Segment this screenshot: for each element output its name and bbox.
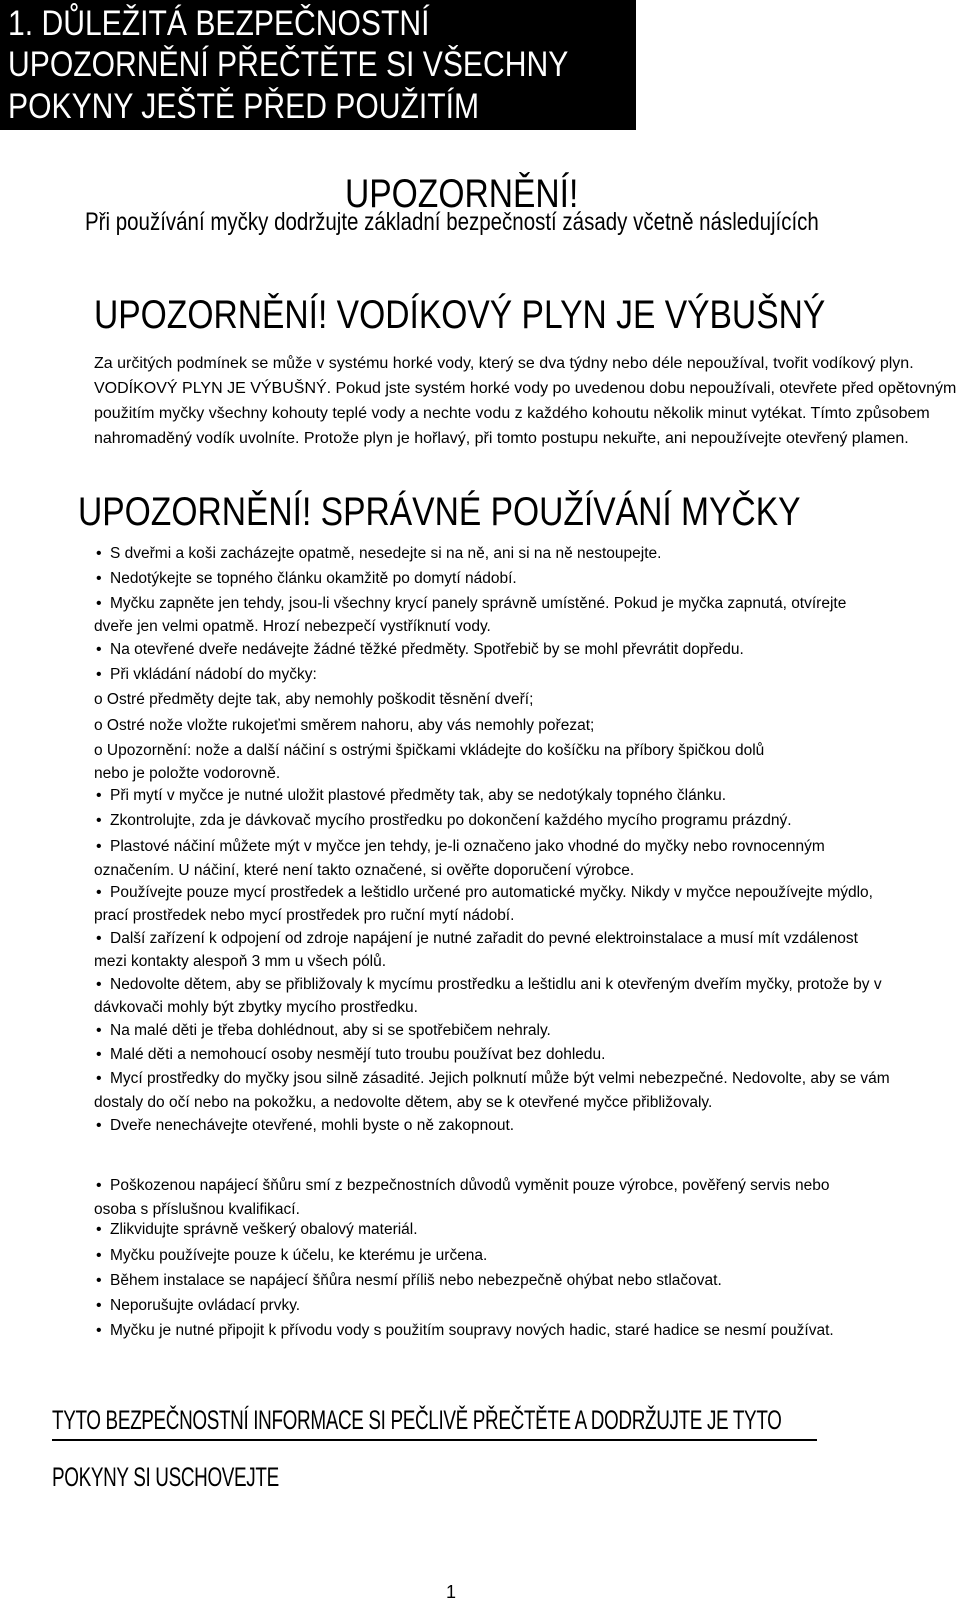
bullet-marker: • <box>96 1117 102 1134</box>
list-item: Myčku je nutné připojit k přívodu vody s použitím soupravy nových hadic, staré hadice se nesmí používat. <box>110 1322 834 1339</box>
sub-list-item: o Upozornění: nože a další náčiní s ostrými špičkami vkládejte do košíčku na příbory špičkou dolů <box>94 742 765 759</box>
section-title-line-3: POKYNY JEŠTĚ PŘED POUŽITÍM <box>8 87 480 126</box>
list-item: Mycí prostředky do myčky jsou silně zásadité. Jejich polknutí může být velmi nebezpečné. Nedovolte, aby se vám <box>110 1070 890 1087</box>
bullet-marker: • <box>96 1046 102 1063</box>
list-item-continuation: mezi kontakty alespoň 3 mm u všech pólů. <box>94 953 387 970</box>
list-item: Zkontrolujte, zda je dávkovač mycího prostředku po dokončení každého mycího programu prázdný. <box>110 812 792 829</box>
footer-notice-line-1: TYTO BEZPEČNOSTNÍ INFORMACE SI PEČLIVĚ PŘEČTĚTE A DODRŽUJTE JE TYTO <box>52 1405 782 1435</box>
list-item: Používejte pouze mycí prostředek a leštidlo určené pro automatické myčky. Nikdy v myčce nepoužívejte mýdlo, <box>110 884 873 901</box>
list-item: Myčku zapněte jen tehdy, jsou-li všechny krycí panely správně umístěné. Pokud je myčka zapnutá, otvírejte <box>110 595 847 612</box>
bullet-marker: • <box>96 595 102 612</box>
list-item: Při mytí v myčce je nutné uložit plastové předměty tak, aby se nedotýkaly topného článku. <box>110 787 727 804</box>
bullet-marker: • <box>96 787 102 804</box>
list-item: Další zařízení k odpojení od zdroje napájení je nutné zařadit do pevné elektroinstalace a musí mít vzdálenost <box>110 930 858 947</box>
list-item-continuation: dveře jen velmi opatmě. Hrozí nebezpečí vystříknutí vody. <box>94 618 491 635</box>
bullet-marker: • <box>96 666 102 683</box>
bullet-marker: • <box>96 1272 102 1289</box>
list-item: Při vkládání nádobí do myčky: <box>110 666 317 683</box>
list-item: Myčku používejte pouze k účelu, ke kterému je určena. <box>110 1247 488 1264</box>
list-item-continuation: osoba s příslušnou kvalifikací. <box>94 1201 300 1218</box>
bullet-marker: • <box>96 641 102 658</box>
section-header-box <box>0 0 636 130</box>
bullet-marker: • <box>96 1247 102 1264</box>
list-item: Poškozenou napájecí šňůru smí z bezpečnostních důvodů vyměnit pouze výrobce, pověřený servis nebo <box>110 1177 830 1194</box>
list-item: Zlikvidujte správně veškerý obalový materiál. <box>110 1221 418 1238</box>
bullet-marker: • <box>96 812 102 829</box>
bullet-marker: • <box>96 1322 102 1339</box>
bullet-marker: • <box>96 838 102 855</box>
sub-list-item: o Ostré nože vložte rukojeťmi směrem nahoru, aby vás nemohly pořezat; <box>94 717 595 734</box>
list-item: Nedotýkejte se topného článku okamžitě po domytí nádobí. <box>110 570 517 587</box>
list-item: Plastové náčiní můžete mýt v myčce jen tehdy, je-li označeno jako vhodné do myčky nebo rovnocenným <box>110 838 825 855</box>
hydrogen-paragraph: Za určitých podmínek se může v systému horké vody, který se dva týdny nebo déle nepoužíval, tvořit vodíkový plyn. VODÍKOVÝ PLYN JE VÝBUŠNÝ. Pokud jste systém horké vody po uvedenou dobu nepoužívali, otevřete před opětovným použitím myčky všechny kohouty teplé vody a nechte vodu z každého kohoutu několik minut vytékat. Tímto způsobem nahromaděný vodík uvolníte. Protože plyn je hořlavý, při tomto postupu nekuřte, ani nepoužívejte otevřený plamen. <box>94 355 957 447</box>
hydrogen-warning-text <box>94 351 960 451</box>
list-item: Malé děti a nemohoucí osoby nesmějí tuto troubu používat bez dohledu. <box>110 1046 606 1063</box>
bullet-marker: • <box>96 930 102 947</box>
bullet-marker: • <box>96 1297 102 1314</box>
hydrogen-warning-title: UPOZORNĚNÍ! VODÍKOVÝ PLYN JE VÝBUŠNÝ <box>94 293 826 337</box>
footer-underline <box>52 1439 817 1441</box>
footer-notice-line-2: POKYNY SI USCHOVEJTE <box>52 1462 279 1492</box>
bullet-marker: • <box>96 1221 102 1238</box>
list-item-continuation: nebo je položte vodorovně. <box>94 765 281 782</box>
list-item-continuation: označením. U náčiní, které není takto označené, si ověřte doporučení výrobce. <box>94 862 635 879</box>
list-item-continuation: dostaly do očí nebo na pokožku, a nedovolte dětem, aby se k otevřené myčce přibližovaly. <box>94 1094 713 1111</box>
list-item: Na malé děti je třeba dohlédnout, aby si se spotřebičem nehraly. <box>110 1022 551 1039</box>
usage-warning-title: UPOZORNĚNÍ! SPRÁVNÉ POUŽÍVÁNÍ MYČKY <box>78 490 801 534</box>
list-item: Nedovolte dětem, aby se přibližovaly k mycímu prostředku a leštidlu ani k otevřeným dveřím myčky, protože by v <box>110 976 882 993</box>
list-item: S dveřmi a koši zacházejte opatmě, nesedejte si na ně, ani si na ně nestoupejte. <box>110 545 662 562</box>
section-title-line-2: UPOZORNĚNÍ PŘEČTĚTE SI VŠECHNY <box>8 45 569 84</box>
bullet-marker: • <box>96 570 102 587</box>
bullet-marker: • <box>96 884 102 901</box>
bullet-marker: • <box>96 545 102 562</box>
bullet-marker: • <box>96 1022 102 1039</box>
bullet-marker: • <box>96 1070 102 1087</box>
section-title-line-1: 1. DŮLEŽITÁ BEZPEČNOSTNÍ <box>8 4 430 43</box>
list-item-continuation: dávkovači mohly být zbytky mycího prostředku. <box>94 999 418 1016</box>
list-item: Na otevřené dveře nedávejte žádné těžké předměty. Spotřebič by se mohl převrátit dopředu. <box>110 641 744 658</box>
list-item: Dveře nenechávejte otevřené, mohli byste o ně zakopnout. <box>110 1117 515 1134</box>
warning-subtitle: Při používání myčky dodržujte základní bezpečností zásady včetně následujících <box>85 208 819 236</box>
list-item: Neporušujte ovládací prvky. <box>110 1297 301 1314</box>
warning-title: UPOZORNĚNÍ! <box>345 172 579 216</box>
list-item: Během instalace se napájecí šňůra nesmí příliš nebo nebezpečně ohýbat nebo stlačovat. <box>110 1272 722 1289</box>
list-item-continuation: prací prostředek nebo mycí prostředek pro ruční mytí nádobí. <box>94 907 515 924</box>
sub-list-item: o Ostré předměty dejte tak, aby nemohly poškodit těsnění dveří; <box>94 691 534 708</box>
bullet-marker: • <box>96 1177 102 1194</box>
bullet-marker: • <box>96 976 102 993</box>
page-number: 1 <box>446 1582 457 1602</box>
